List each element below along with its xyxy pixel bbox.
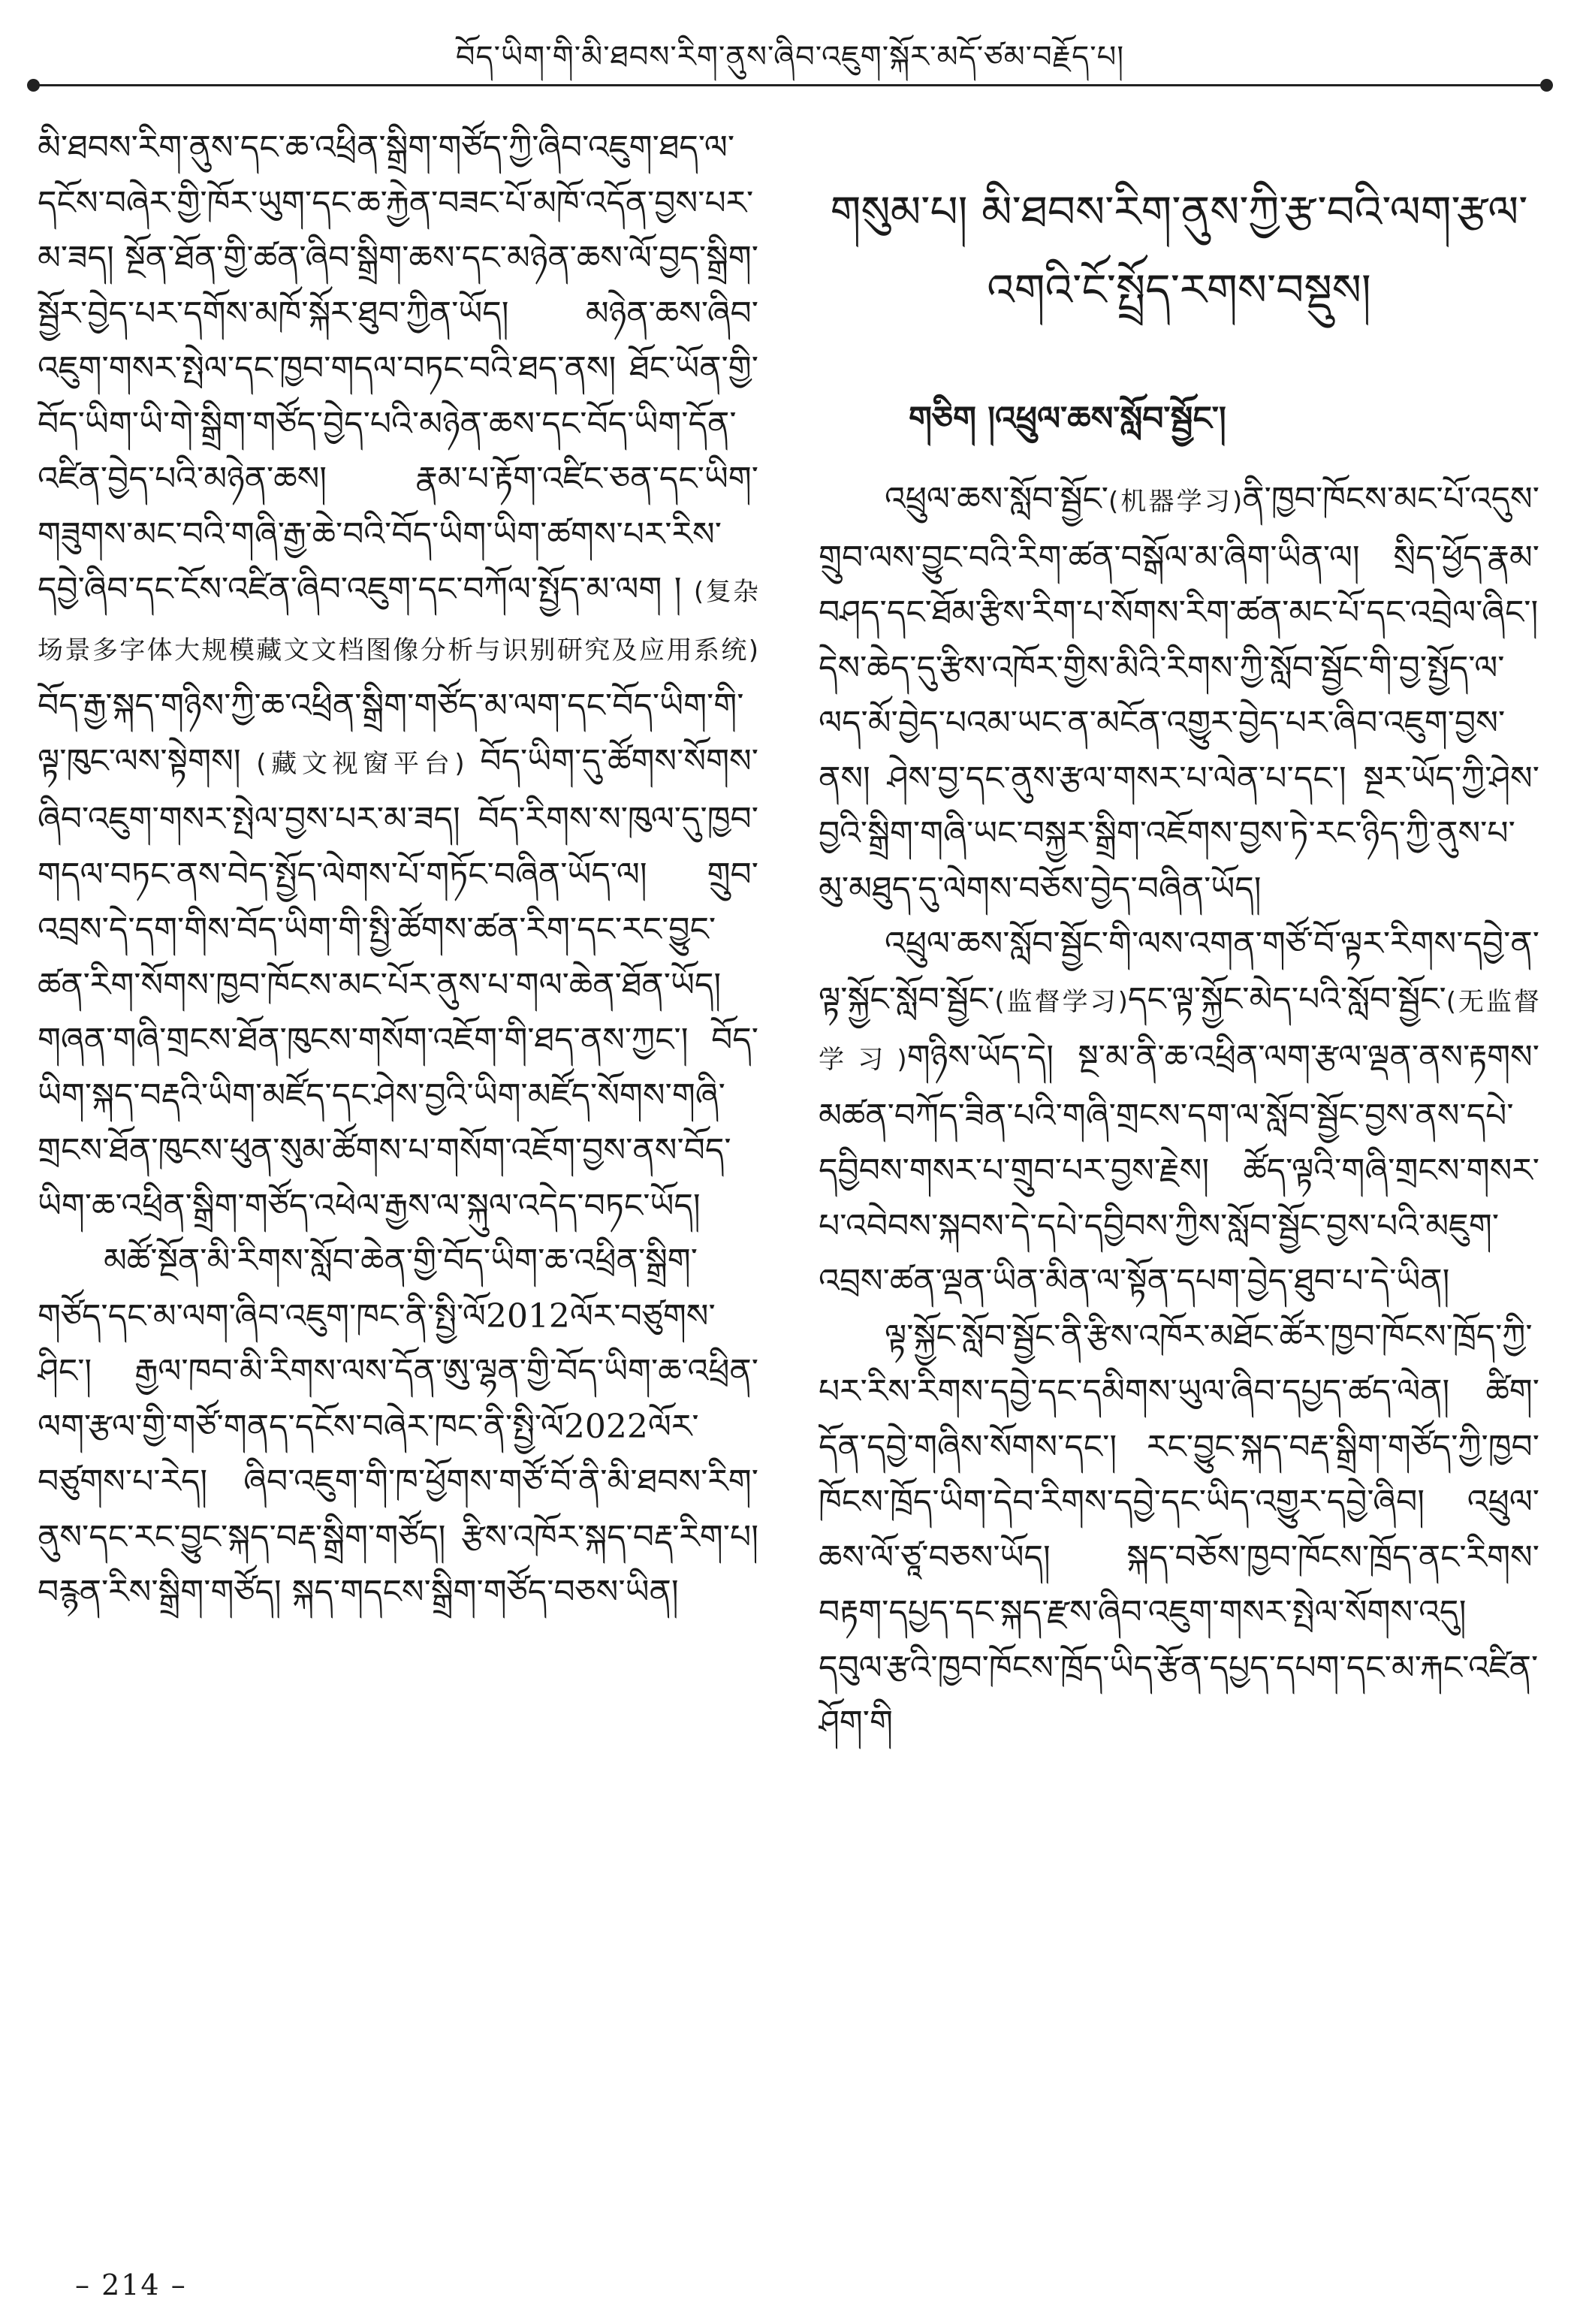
- chinese-gloss: (藏文视窗平台): [256, 748, 465, 779]
- paragraph-text: བོད་ཡིག་དུ་ཚོགས་སོགས་ཞིབ་འཇུག་གསར་སྤེལ་བྱས་པར་མ་ཟད། བོད་རིགས་ས་ཁུལ་དུ་ཁྱབ་གདལ་བཏང་ནས་བེད་སྤྱོད་ལེགས་པོ་གཏོང་བཞིན་ཡོད་ལ། གྲུབ་འབྲས་དེ་དག་གིས་བོད་ཡིག་གི་སྤྱི་ཚོགས་ཚན་རིག་དང་རང་བྱུང་ཚན་རིག་སོགས་ཁྱབ་ཁོངས་མང་པོར་ནུས་པ་གལ་ཆེན་ཐོན་ཡོད། གཞན་གཞི་གྲངས་ཐོན་ཁུངས་གསོག་འཇོག་གི་ཐད་ནས་ཀྱང་། བོད་ཡིག་སྐད་བརྡའི་ཡིག་མཛོད་དང་ཤེས་བྱའི་ཡིག་མཛོད་སོགས་གཞི་གྲངས་ཐོན་ཁུངས་ཕུན་སུམ་ཚོགས་པ་གསོག་འཇོག་བྱས་ནས་བོད་ཡིག་ཆ་འཕྲིན་སྒྲིག་གཙོད་འཕེལ་རྒྱས་ལ་སྐུལ་འདེད་བཏང་ཡོད།: [38, 741, 758, 1225]
- subsection-title: གཅིག །འཕྲུལ་ཆས་སློབ་སྦྱོང་།: [909, 400, 1226, 438]
- chinese-gloss: (机器学习): [1108, 487, 1243, 517]
- chinese-gloss: (无监督学习): [819, 986, 1539, 1075]
- paragraph-text: འཕྲུལ་ཆས་སློབ་སྦྱོང་གི་ལས་འགན་གཙོ་བོ་ལྟར་རིགས་དབྱེ་ན་ལྟ་སྐྱོང་སློབ་སྦྱོང་: [819, 925, 1539, 1019]
- paragraph-text: དང་ལྟ་སྐྱོང་མེད་པའི་སློབ་སྦྱོང་: [1127, 979, 1446, 1019]
- paragraph-text: ལྟ་སྐྱོང་སློབ་སྦྱོང་ནི་རྩིས་འཁོར་མཐོང་ཚོར་ཁྱབ་ཁོངས་ཁྲོད་ཀྱི་པར་རིས་རིགས་དབྱེ་དང་དམིགས་ཡུལ་ཞིབ་དཔྱད་ཚད་ལེན། ཚིག་དོན་དབྱེ་གཞིས་སོགས་དང་། རང་བྱུང་སྐད་བརྡ་སྒྲིག་གཙོད་ཀྱི་ཁྱབ་ཁོངས་ཁྲོད་ཡིག་དེབ་རིགས་དབྱེ་དང་ཡིད་འགྱུར་དབྱེ་ཞིབ། འཕྲུལ་ཆས་ལོ་ཙཱ་བཅས་ཡོད། སྐད་བཅོས་ཁྱབ་ཁོངས་ཁྲོད་ནང་རིགས་བརྟག་དཔྱད་དང་སྐད་རྫས་ཞིབ་འཇུག་གསར་སྤེལ་སོགས་འདུ། དབུལ་རྩའི་ཁྱབ་ཁོངས་ཁྲོད་ཡིད་རྩོན་དཔྱད་དཔག་དང་མ་རྐང་འཛིན་ཤོག་གི: [819, 1317, 1539, 1742]
- body-paragraph: [38, 120, 758, 1233]
- paragraph-text: མཚོ་སྔོན་མི་རིགས་སློབ་ཆེན་གྱི་བོད་ཡིག་ཆ་འཕྲིན་སྒྲིག་གཙོད་དང་མ་ལག་ཞིབ་འཇུག་ཁང་ནི་སྤྱི་ལོ2012ལོར་བཙུགས་ཤིང་། རྒྱལ་ཁབ་མི་རིགས་ལས་དོན་ཨུ་ལྷན་གྱི་བོད་ཡིག་ཆ་འཕྲིན་ལག་རྩལ་གྱི་གཙོ་གནད་དངོས་བཞེར་ཁང་ནི་སྤྱི་ལོ2022ལོར་བཙུགས་པ་རེད། ཞིབ་འཇུག་གི་ཁ་ཕྱོགས་གཙོ་བོ་ནི་མི་ཐབས་རིག་ནུས་དང་རང་བྱུང་སྐད་བརྡ་སྒྲིག་གཙོད། རྩིས་འཁོར་སྐད་བརྡ་རིག་པ། བརྙན་རིས་སྒྲིག་གཙོད། སྐད་གདངས་སྒྲིག་གཙོད་བཅས་ཡིན།: [38, 1242, 758, 1611]
- body-paragraph: [819, 1309, 1539, 1751]
- running-header: [0, 0, 1580, 90]
- header-rule-left-dot: [27, 79, 40, 92]
- header-rule-right-dot: [1540, 79, 1553, 92]
- page-number: – 214 –: [75, 2268, 187, 2301]
- header-title: བོད་ཡིག་གི་མི་ཐབས་རིག་ནུས་ཞིབ་འཇུག་སྐོར་མདོ་ཙམ་བརྗོད་པ།: [455, 40, 1125, 74]
- section-title: གསུམ་པ། མི་ཐབས་རིག་ནུས་ཀྱི་རྩ་བའི་ལག་རྩལ་འགའི་ངོ་སྤྲོད་རགས་བསྡུས།: [830, 186, 1528, 315]
- body-paragraph: [38, 1233, 758, 1620]
- paragraph-text: ནི་ཁྱབ་ཁོངས་མང་པོ་འདུས་གྲུབ་ལས་བྱུང་བའི་རིག་ཚན་བསྒོལ་མ་ཞིག་ཡིན་ལ། སྲིད་ཕྱོད་རྣམ་བཤད་དང་ཐོམ་རྩིས་རིག་པ་སོགས་རིག་ཚན་མང་པོ་དང་འབྲེལ་ཞིང་། དེས་ཆེད་དུ་རྩིས་འཁོར་གྱིས་མིའི་རིགས་ཀྱི་སློབ་སྦྱོང་གི་བྱ་སྤྱོད་ལ་ལད་མོ་བྱེད་པའམ་ཡང་ན་མངོན་འགྱུར་བྱེད་པར་ཞིབ་འཇུག་བྱས་ནས། ཤེས་བྱ་དང་ནུས་རྩལ་གསར་པ་ལེན་པ་དང་། སྔར་ཡོད་ཀྱི་ཤེས་བྱའི་སྒྲིག་གཞི་ཡང་བསྐྱར་སྒྲིག་འཇོགས་བྱས་ཏེ་རང་ཉིད་ཀྱི་ནུས་པ་མུ་མཐུད་དུ་ལེགས་བཅོས་བྱེད་བཞིན་ཡོད།: [819, 480, 1539, 908]
- body-paragraph: [819, 472, 1539, 916]
- paragraph-text: བོད་རྒྱ་སྐད་གཉིས་ཀྱི་ཆ་འཕྲིན་སྒྲིག་གཙོད་མ་ལག་དང་བོད་ཡིག་གི་ལྟ་ཁུང་ལས་སྟེགས།: [38, 687, 744, 780]
- chinese-gloss: (监督学习): [994, 986, 1128, 1017]
- paragraph-text: མི་ཐབས་རིག་ནུས་དང་ཆ་འཕྲིན་སྒྲིག་གཙོད་ཀྱི་ཞིབ་འཇུག་ཐད་ལ་དངོས་བཞེར་གྱི་ཁོར་ཡུག་དང་ཆ་རྐྱེན་བཟང་པོ་མཁོ་འདོན་བྱས་པར་མ་ཟད། སྔོན་ཐོན་གྱི་ཚན་ཞིབ་སྒྲིག་ཆས་དང་མཉེན་ཆས་ལོ་བྱད་སྒྲིག་སྦྱོར་བྱེད་པར་དགོས་མཁོ་སྐོར་ཐུབ་ཀྱིན་ཡོད། མཉེན་ཆས་ཞིབ་འཇུག་གསར་སྤེལ་དང་ཁྱབ་གདལ་བཏང་བའི་ཐད་ནས། ཐོང་ཡོན་གྱི་བོད་ཡིག་ཡི་གེ་སྒྲིག་གཙོད་བྱེད་པའི་མཉེན་ཆས་དང་བོད་ཡིག་དོན་འཛིན་བྱེད་པའི་མཉེན་ཆས། རྣམ་པ་རྟོག་འཛིང་ཅན་དང་ཡིག་གཟུགས་མང་བའི་གཞི་རྒྱ་ཆེ་བའི་བོད་ཡིག་ཡིག་ཚགས་པར་རིས་དབྱེ་ཞིབ་དང་ངོས་འཛིན་ཞིབ་འཇུག་དང་བཀོལ་སྤྱོད་མ་ལག །: [38, 128, 758, 608]
- paragraph-text: གཉིས་ཡོད་དེ། སྔ་མ་ནི་ཆ་འཕྲིན་ལག་རྩལ་ལྡན་ནས་རྟགས་མཚན་བཀོད་ཟིན་པའི་གཞི་གྲངས་དག་ལ་སློབ་སྦྱོང་བྱས་ནས་དཔེ་དབྱིབས་གསར་པ་གྲུབ་པར་བྱས་རྗེས། ཚོད་ལྟའི་གཞི་གྲངས་གསར་པ་འབེབས་སྐབས་དེ་དཔེ་དབྱིབས་ཀྱིས་སློབ་སྦྱོང་བྱས་པའི་མཇུག་འབྲས་ཚན་ལྡན་ཡིན་མིན་ལ་སྟོན་དཔག་བྱེད་ཐུབ་པ་དེ་ཡིན།: [819, 1038, 1539, 1300]
- paragraph-text: འཕྲུལ་ཆས་སློབ་སྦྱོང་: [885, 480, 1108, 518]
- body-paragraph: [819, 916, 1539, 1309]
- header-rule: [33, 84, 1547, 86]
- right-column: [819, 120, 1539, 2133]
- chinese-gloss: (复杂场景多字体大规模藏文文档图像分析与识别研究及应用系统): [38, 577, 758, 666]
- left-column: [38, 120, 758, 2133]
